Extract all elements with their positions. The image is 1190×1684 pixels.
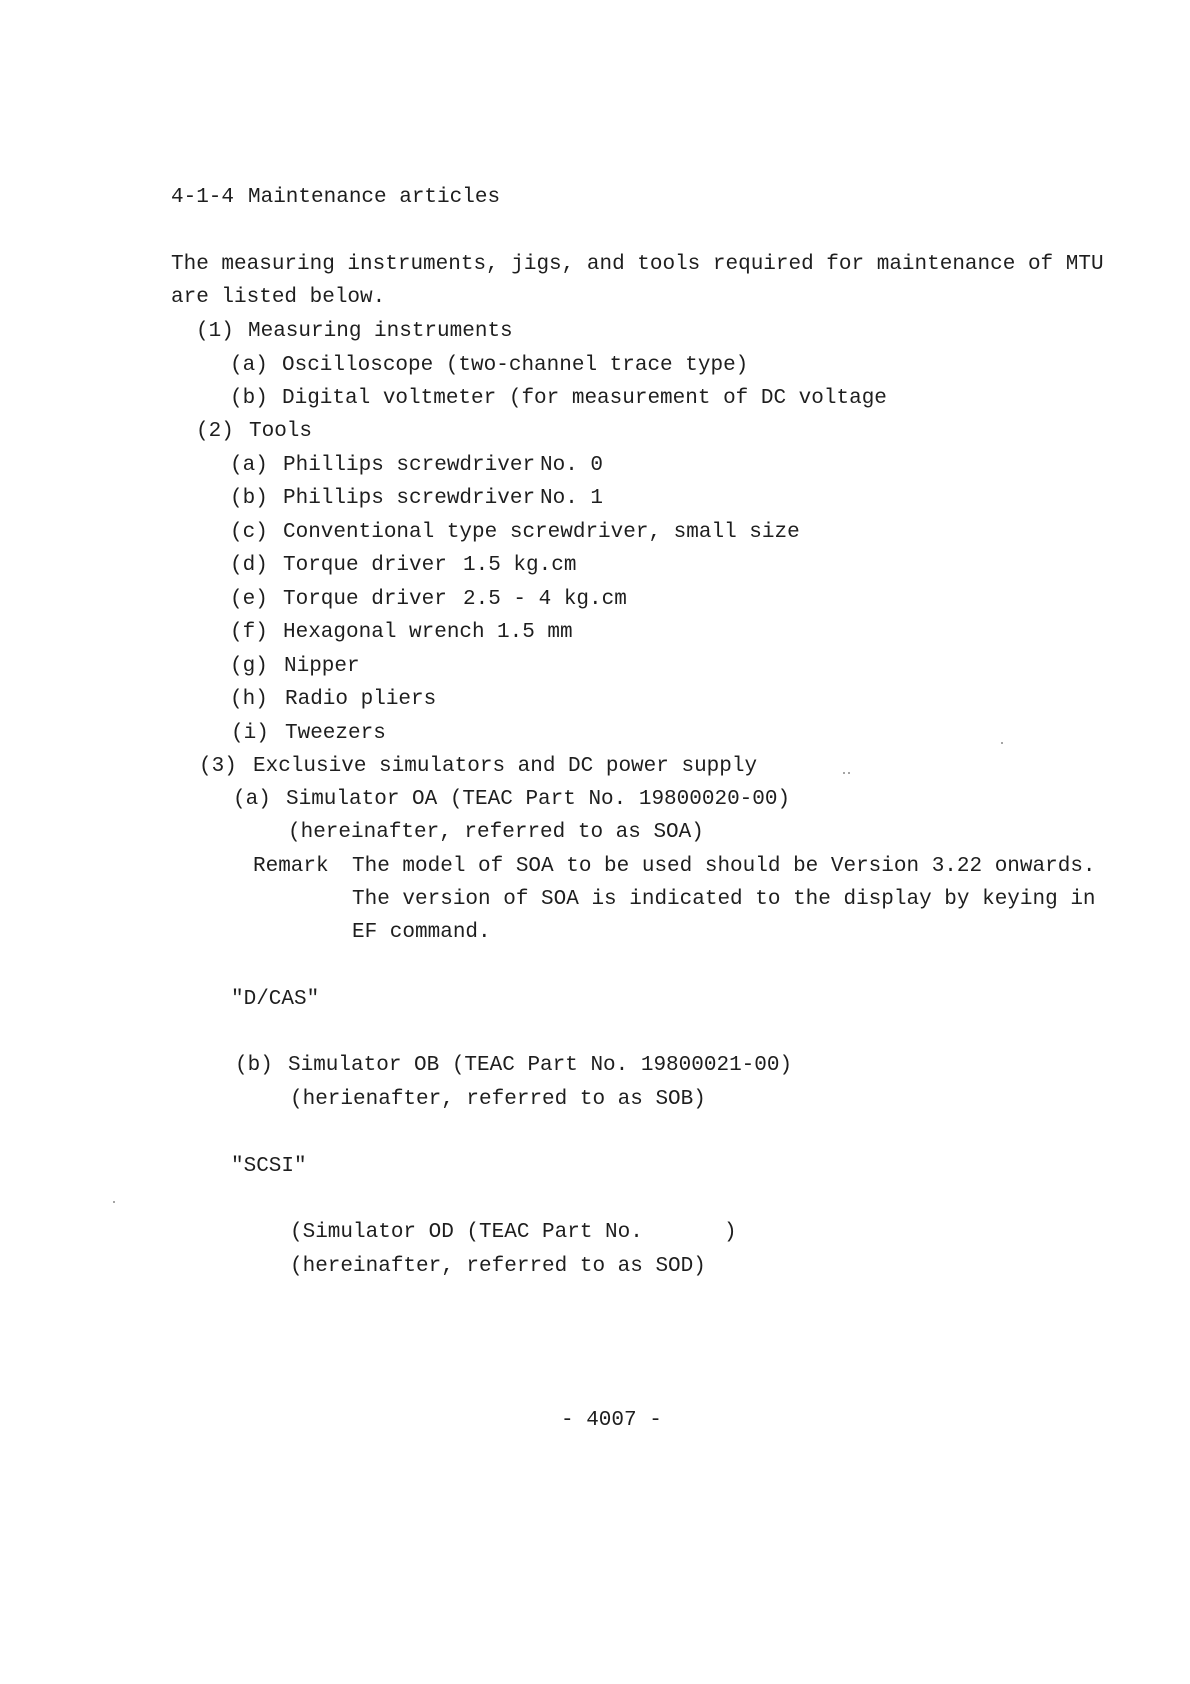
item-2b-marker: (b) — [230, 487, 268, 510]
section-title: Maintenance articles — [248, 186, 501, 209]
item-2-title: Tools — [249, 420, 313, 443]
item-3a-marker: (a) — [233, 788, 271, 811]
item-2d-marker: (d) — [230, 554, 268, 577]
item-2a-marker: (a) — [230, 454, 268, 477]
section-number: 4-1-4 — [171, 186, 235, 209]
remark-line-2: The version of SOA is indicated to the display by keying in — [352, 888, 1096, 911]
remark-label: Remark — [253, 855, 329, 878]
item-1-marker: (1) — [196, 320, 234, 343]
item-1a-text: Oscilloscope (two-channel trace type) — [282, 354, 749, 377]
item-3-marker: (3) — [199, 755, 237, 778]
remark-line-1: The model of SOA to be used should be Version 3.22 onwards. — [352, 855, 1096, 878]
item-2g-marker: (g) — [230, 655, 268, 678]
item-3b-marker: (b) — [235, 1054, 273, 1077]
intro-line-1: The measuring instruments, jigs, and tools required for maintenance of MTU — [171, 253, 1104, 276]
item-2g-text: Nipper — [284, 655, 360, 678]
item-2h-marker: (h) — [230, 688, 268, 711]
item-2b-text: Phillips screwdriver — [283, 487, 536, 510]
item-3d-text: (Simulator OD (TEAC Part No. — [290, 1221, 643, 1244]
item-3b-text-2: (herienafter, referred to as SOB) — [290, 1088, 706, 1111]
item-3d-text-2: (hereinafter, referred to as SOD) — [290, 1255, 706, 1278]
item-3d-close-paren: ) — [724, 1221, 737, 1244]
item-2a-text: Phillips screwdriver — [283, 454, 536, 477]
item-1b-marker: (b) — [230, 387, 268, 410]
item-2c-marker: (c) — [230, 521, 268, 544]
scan-speck — [113, 1201, 115, 1203]
item-2i-marker: (i) — [231, 722, 269, 745]
item-1-title: Measuring instruments — [248, 320, 513, 343]
item-3b-text: Simulator OB (TEAC Part No. 19800021-00) — [288, 1054, 793, 1077]
item-2b-spec: No. 1 — [540, 487, 604, 510]
item-2f-text: Hexagonal wrench — [283, 621, 485, 644]
scsi-label: "SCSI" — [231, 1155, 307, 1178]
item-3a-text: Simulator OA (TEAC Part No. 19800020-00) — [286, 788, 791, 811]
item-2i-text: Tweezers — [285, 722, 386, 745]
item-2h-text: Radio pliers — [285, 688, 437, 711]
scan-speck — [843, 772, 845, 774]
item-2e-marker: (e) — [230, 588, 268, 611]
item-3a-text-2: (hereinafter, referred to as SOA) — [288, 821, 704, 844]
scan-speck — [848, 772, 850, 774]
scan-speck — [1001, 742, 1003, 744]
item-2f-spec: 1.5 mm — [497, 621, 573, 644]
page-number: - 4007 - — [561, 1409, 662, 1432]
item-2f-marker: (f) — [230, 621, 268, 644]
intro-line-2: are listed below. — [171, 286, 386, 309]
item-2d-text: Torque driver — [283, 554, 447, 577]
item-3-title: Exclusive simulators and DC power supply — [253, 755, 758, 778]
item-2c-text: Conventional type screwdriver, small size — [283, 521, 800, 544]
item-1b-text: Digital voltmeter (for measurement of DC voltage — [282, 387, 887, 410]
item-2a-spec: No. 0 — [540, 454, 604, 477]
item-2e-spec: 2.5 - 4 kg.cm — [463, 588, 627, 611]
item-2e-text: Torque driver — [283, 588, 447, 611]
remark-line-3: EF command. — [352, 921, 491, 944]
item-2-marker: (2) — [196, 420, 234, 443]
dcas-label: "D/CAS" — [231, 988, 320, 1011]
item-1a-marker: (a) — [230, 354, 268, 377]
item-2d-spec: 1.5 kg.cm — [463, 554, 577, 577]
